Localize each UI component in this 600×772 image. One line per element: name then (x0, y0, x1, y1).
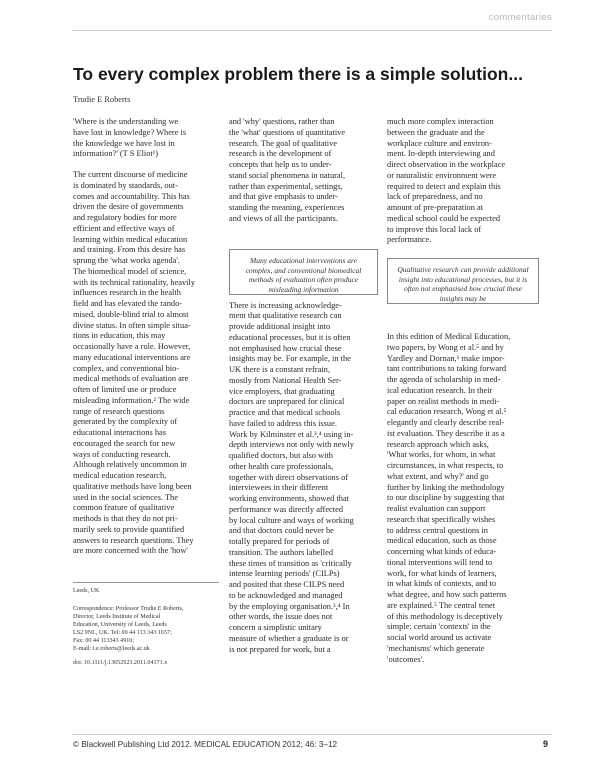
text-line: Correspondence: Professor Trudie E Roberts, (73, 606, 184, 612)
text-line: divine status. In often simple situa- (73, 320, 191, 330)
affiliation: Leeds, UK (73, 588, 100, 594)
text-line: efficient and effective ways of (73, 223, 175, 233)
text-line: 'mechanisms' which generate (387, 643, 485, 653)
text-line: performance. (387, 235, 432, 245)
article-title: To every complex problem there is a simple solution... (73, 64, 523, 84)
pullquote-box: Qualitative research can provide additional insight into educational processes, but it is often not emphasised how crucial these insights may be (387, 258, 539, 304)
text-line: are explained.⁵ The central tenet (387, 600, 496, 610)
text-line: by the employing organisation.³,⁴ In (229, 601, 350, 611)
text-line: required to detect and explain this (387, 181, 501, 191)
text-line: complex, and conventional bio- (73, 363, 180, 373)
footer-rule (72, 734, 552, 735)
text-line: what extent, and why?' and go (387, 471, 489, 481)
text-line: There is increasing acknowledge- (229, 300, 342, 310)
text-line: field and has elevated the rando- (73, 299, 183, 308)
text-line: Yardley and Dornan,⁶ make impor- (387, 353, 505, 363)
text-line: and 'why' questions, rather than (229, 117, 335, 126)
text-line: concepts that help us to under- (229, 160, 332, 169)
text-line: common feature of qualitative (73, 503, 175, 513)
text-line: medical methods of evaluation are (73, 374, 189, 384)
text-line: generated by the complexity of (73, 417, 178, 427)
text-line: tions in education, this may (73, 331, 166, 341)
text-line: provide additional insight into (229, 322, 331, 331)
text-line: mostly from National Health Ser- (229, 375, 342, 385)
text-line: The biomedical model of science, (73, 266, 187, 276)
text-line: and training. From this desire has (73, 245, 186, 255)
text-line: measure of whether a graduate is or (229, 633, 349, 643)
text-line: social world around us activate (387, 633, 492, 642)
text-line: medical school could be expected (387, 213, 501, 223)
text-line: cal education research, Wong et al.⁵ (387, 407, 507, 417)
text-line: qualified doctors, but also with (229, 451, 333, 460)
text-line: occasionally have a role. However, (73, 342, 191, 351)
text-line: comes and accountability. This has (73, 191, 190, 201)
text-line: Director, Leeds Institute of Medical (73, 614, 161, 621)
footnote-rule (73, 582, 219, 583)
text-line: The current discourse of medicine (73, 170, 188, 179)
column-1 (73, 117, 220, 567)
text-line: are more concerned with the 'how' (73, 546, 188, 556)
text-line: ment. In-depth interviewing and (387, 149, 495, 159)
column-2 (229, 117, 377, 665)
text-line: depth interviews not only with newly (229, 440, 354, 450)
text-line: circumstances, in what respects, to (387, 461, 504, 470)
text-line: not emphasised how crucial these (229, 343, 342, 353)
text-line: between the graduate and the (387, 127, 485, 137)
text-line: educational interactions has (73, 428, 167, 437)
text-line: paper on realist methods in medi- (387, 396, 500, 406)
text-line: other health care professionals, (229, 461, 334, 471)
text-line: interviewees in their different (229, 483, 329, 493)
text-line: by local culture and ways of working (229, 515, 354, 525)
text-line: research is the development of (229, 149, 332, 159)
text-line: LS2 9NL, UK. Tel: 00 44 113 343 1657; (73, 630, 172, 637)
text-line: rather than experimental, settings, (229, 181, 343, 191)
text-line: 'Where is the understanding we (73, 117, 179, 126)
text-line: to address central questions in (387, 525, 488, 535)
text-line: further by linking the methodology (387, 482, 505, 492)
text-line: misleading information.² The wide (73, 395, 190, 405)
text-line: and that doctors could never be (229, 526, 334, 536)
text-line: intense learning periods' (CILPs) (229, 569, 340, 579)
text-line: information?' (T S Eliot¹) (73, 149, 159, 159)
text-line: encouraged the search for new (73, 438, 176, 448)
paragraph (229, 301, 377, 656)
text-line: and regulatory bodies for more (73, 213, 177, 222)
text-line: stand social phenomena in natural, (229, 170, 346, 180)
text-line: and posited that these CILPS need (229, 580, 345, 589)
text-line: is not prepared for work, but a (229, 644, 331, 654)
text-line: working environments, showed that (229, 494, 350, 503)
text-line: have failed to address this issue. (229, 418, 337, 428)
text-line: work, for what kinds of learners, (387, 568, 497, 578)
text-line: research approach which asks, (387, 439, 489, 449)
text-line: medical education, such as those (387, 536, 497, 546)
text-line: of this methodology is deceptively (387, 611, 503, 621)
text-line: performance was directly affected (229, 504, 344, 514)
text-line: methods is that they do not pri- (73, 514, 178, 523)
text-line: to be acknowledged and managed (229, 590, 343, 600)
text-line: the 'what' questions of quantitative (229, 127, 346, 137)
header-rule (72, 30, 552, 31)
text-line: often of limited use or produce (73, 385, 177, 394)
text-line: learning within medical education (73, 234, 188, 244)
text-line: direct observation in the workplace (387, 160, 506, 169)
text-line: driven the desire of governments (73, 202, 184, 212)
text-line: together with direct observations of (229, 472, 349, 482)
text-line: range of research questions (73, 406, 165, 416)
pullquote-box: Many educational interventions are complex, and conventional biomedical methods of evaluation often produce misleading information (229, 249, 378, 295)
text-line: and that give emphasis to under- (229, 192, 338, 202)
text-line: transition. The authors labelled (229, 547, 334, 557)
text-line: research. The goal of qualitative (229, 138, 337, 148)
text-line: much more complex interaction (387, 117, 494, 126)
text-line: the knowledge we have lost in (73, 138, 175, 148)
text-line: ist evaluation. They describe it as a (387, 428, 505, 438)
epigraph (73, 117, 220, 160)
text-line: and views of all the participants. (229, 213, 338, 223)
section-label: commentaries (488, 12, 552, 23)
text-line: E-mail: t.e.roberts@leeds.ac.uk (73, 646, 150, 653)
text-line: medical education research, (73, 471, 167, 480)
text-line: Work by Kilminster et al.³,⁴ using in- (229, 429, 354, 439)
text-line: educational processes, but it is often (229, 332, 351, 342)
text-line: answers to research questions. They (73, 535, 194, 545)
text-line: Fax: 00 44 113343 4910; (73, 638, 135, 645)
text-line: amount of pre-preparation at (387, 203, 484, 212)
text-line: concern a simplistic unitary (229, 623, 322, 632)
paragraph (73, 170, 220, 557)
text-line: Education, University of Leeds, Leeds (73, 622, 167, 629)
text-line: used in the social sciences. The (73, 492, 178, 502)
text-line: vice employers, that graduating (229, 386, 335, 396)
text-line: marily seek to provide quantified (73, 524, 185, 534)
text-line: in what kinds of contexts, and to (387, 579, 497, 589)
paragraph (387, 117, 537, 246)
text-line: Although relatively uncommon in (73, 460, 187, 470)
text-line: 'What works, for whom, in what (387, 450, 496, 460)
text-line: simple: certain 'contexts' in the (387, 622, 491, 632)
publisher-line: © Blackwell Publishing Ltd 2012. MEDICAL EDUCATION 2012; 46: 3–12 (73, 740, 338, 749)
text-line: standing the meaning, experiences (229, 203, 345, 212)
text-line: ways of conducting research. (73, 449, 171, 459)
text-line: influences research in the health (73, 288, 181, 298)
author-name: Trudie E Roberts (73, 95, 131, 104)
text-line: workplace culture and environ- (387, 138, 492, 148)
text-line: concerning what kinds of educa- (387, 547, 497, 556)
text-line: to improve this local lack of (387, 224, 482, 234)
text-line: is dominated by standards, out- (73, 180, 178, 190)
text-line: with its technical rationality, heavily (73, 277, 196, 287)
text-line: ical education research. In their (387, 385, 493, 395)
text-line: UK there is a constant refrain, (229, 365, 330, 374)
text-line: two papers, by Wong et al.⁵ and by (387, 342, 504, 352)
page-number: 9 (542, 739, 548, 749)
text-line: realist evaluation can support (387, 504, 486, 513)
text-line: doctors are unprepared for clinical (229, 397, 345, 407)
paragraph (229, 117, 377, 225)
column-3 (387, 117, 537, 675)
correspondence-block (73, 605, 223, 654)
paragraph (387, 332, 537, 665)
text-line: tant contributions to taking forward (387, 364, 507, 374)
text-line: other words, the issue does not (229, 612, 333, 622)
text-line: ment that qualitative research can (229, 311, 342, 321)
text-line: lack of preparedness, and no (387, 192, 483, 202)
text-line: elegantly and clearly describe real- (387, 418, 505, 427)
text-line: mised, double-blind trial to almost (73, 309, 189, 319)
text-line: what degree, and how such patterns (387, 590, 507, 599)
doi: doi: 10.1111/j.13652923.2011.04171.x (73, 660, 168, 666)
text-line: to our discipline by suggesting that (387, 493, 505, 503)
text-line: these times of transition as 'critically (229, 558, 352, 568)
text-line: In this edition of Medical Education, (387, 332, 511, 341)
text-line: tional interventions will tend to (387, 557, 493, 567)
text-line: 'outcomes'. (387, 654, 425, 664)
text-line: practice and that medical schools (229, 408, 341, 417)
text-line: many educational interventions are (73, 352, 191, 362)
text-line: sprung the 'what works agenda'. (73, 256, 180, 265)
text-line: research that specifically wishes (387, 514, 496, 524)
text-line: or naturalistic environment were (387, 170, 497, 180)
text-line: totally prepared for periods of (229, 537, 330, 546)
text-line: have lost in knowledge? Where is (73, 127, 187, 137)
text-line: qualitative methods have long been (73, 481, 192, 491)
text-line: the agenda of scholarship in med- (387, 375, 501, 384)
text-line: insights may be. For example, in the (229, 354, 351, 364)
